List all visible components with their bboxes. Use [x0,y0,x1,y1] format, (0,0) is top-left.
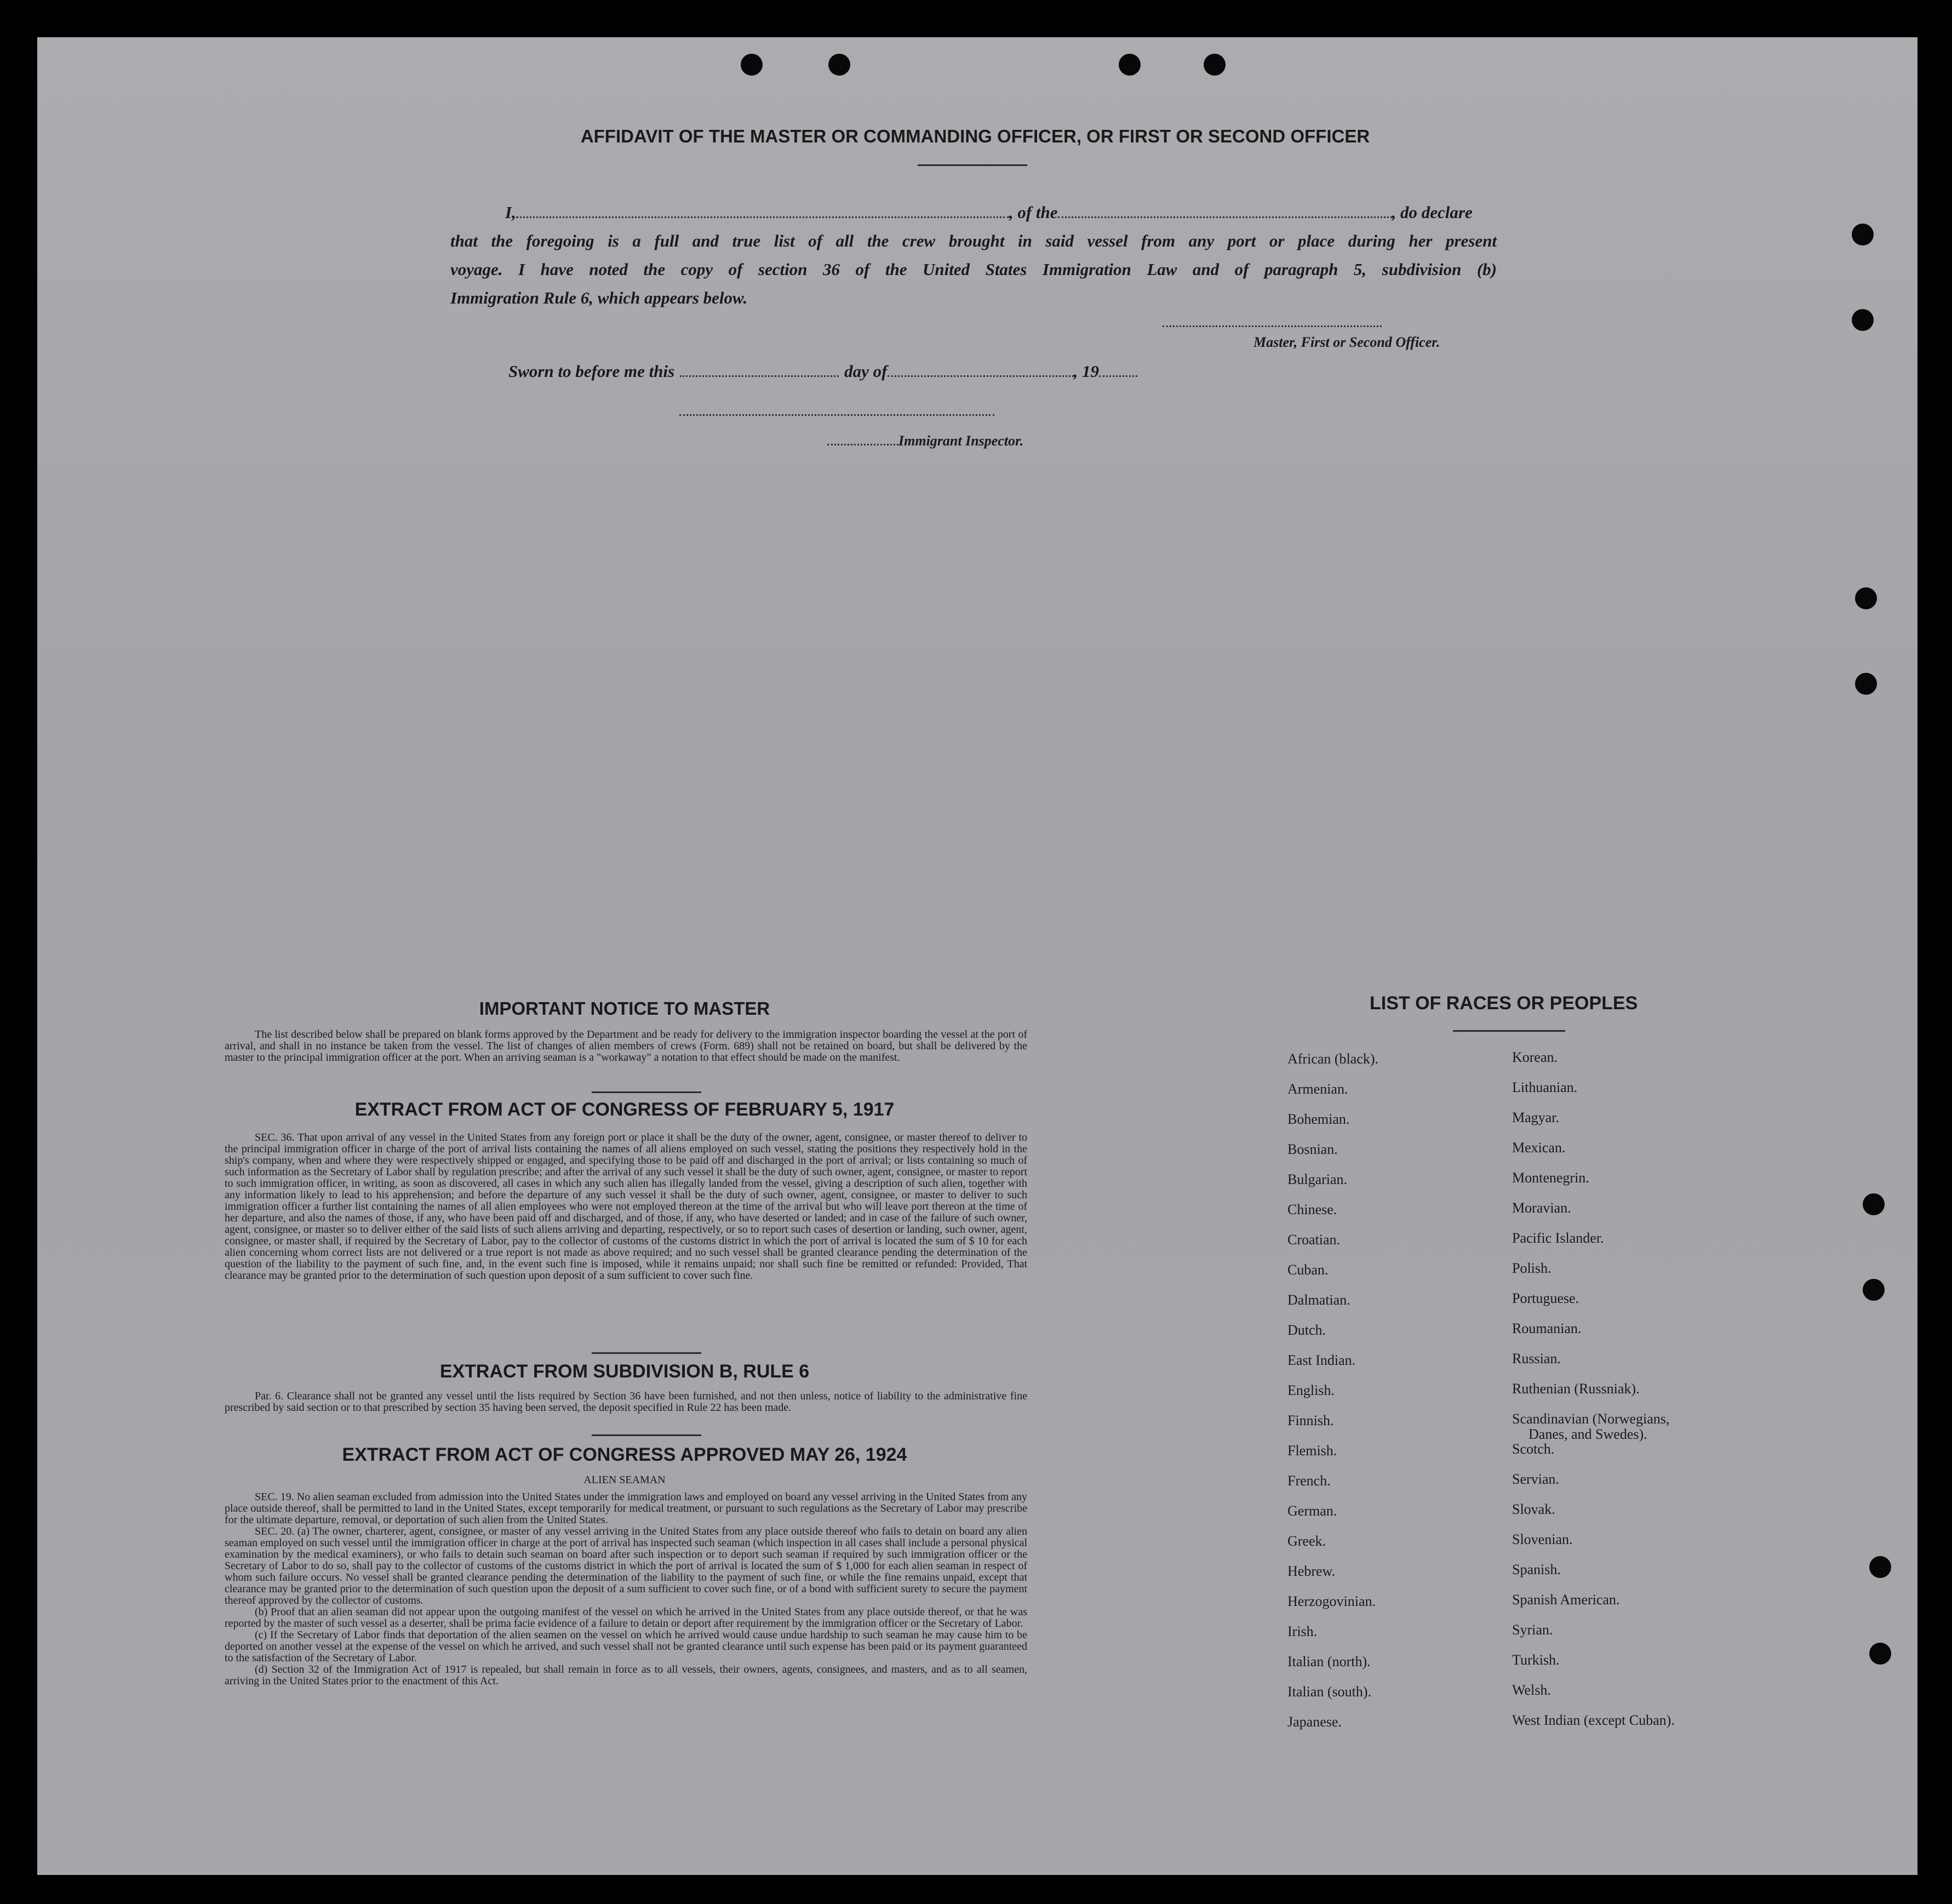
race-item: Cuban. [1287,1262,1329,1278]
race-item: Scotch. [1512,1441,1555,1457]
race-item: Slovenian. [1512,1531,1573,1547]
declaration-line-4: Immigration Rule 6, which appears below. [450,288,748,307]
inspector-signature-row [827,430,1023,449]
race-item: French. [1287,1473,1331,1489]
punch-hole [1869,1643,1891,1665]
race-item: Dalmatian. [1287,1292,1350,1308]
race-item: Armenian. [1287,1081,1348,1097]
races-divider [1453,1030,1565,1032]
master-signature-label: Master, First or Second Officer. [1253,334,1440,350]
inspector-name-blank[interactable] [827,430,898,445]
declaration-line-1 [450,198,1497,227]
punch-hole [1204,54,1226,76]
race-item: Italian (south). [1287,1684,1372,1700]
race-item: Spanish American. [1512,1592,1620,1608]
day-blank[interactable] [680,358,839,377]
vessel-blank[interactable] [1058,199,1392,218]
punch-hole [1855,673,1877,695]
extract-1917-divider [592,1352,701,1354]
race-item-continued: Danes, and Swedes). [1529,1426,1647,1442]
punch-hole [1863,1193,1885,1215]
sworn-text: Sworn to before me this [508,362,675,381]
punch-hole [1852,224,1874,245]
race-item: Welsh. [1512,1682,1551,1698]
master-signature-line[interactable] [1163,317,1382,327]
extract-1924-subtitle: ALIEN SEAMAN [583,1474,666,1486]
race-item: Montenegrin. [1512,1170,1589,1186]
race-item: Herzogovinian. [1287,1593,1376,1609]
race-item: Scandinavian (Norwegians, [1512,1411,1670,1427]
race-item: Portuguese. [1512,1290,1579,1306]
extract-1917-body: SEC. 36. That upon arrival of any vessel in the United States from any foreign port or place it shall be the duty of the owner, agent, consignee, or master thereof to deliver to the principal immigration officer in charge of the port of arrival lists containing the names of all aliens employed on such vessel, stating the positions they respectively hold in the ship's company, when and where they were respectively shipped or engaged, and specifying those to be paid off and discharged in the port of arrival; or lists containing so much of such information as the Secretary of Labor shall by regulation prescribe; and after the arrival of any such vessel it shall be the duty of such owner, agent, consignee, or master to report to such immigration officer, in writing, as soon as discovered, all cases in which any such alien has illegally landed from the vessel, giving a description of such alien, together with any information likely to lead to his apprehension; and before the departure of any such vessel it shall be the duty of such owner, agent, consignee, or master to deliver to such immigration officer a further list containing the names of all alien employees who were not employed thereon at the time of the arrival but who will leave port thereon at the time of her departure, and also the names of those, if any, who have been paid off and discharged, and of those, if any, who have deserted or landed; and in case of the failure of such owner, agent, consignee, or master so to deliver either of the said lists of such aliens arriving and departing, respectively, or so to report such cases of desertion or landing, such owner, agent, consignee, or master shall, if required by the Secretary of Labor, pay to the collector of customs of the customs district in which the port of arrival is located the sum of $ 10 for each alien concerning whom correct lists are not delivered or a true report is not made as above required; and no such vessel shall be granted clearance pending the determination of the question of the liability to the payment of such fine, and, in the event such fine is imposed, while it remains unpaid; nor shall such fine be remitted or refunded: Provided, That clearance may be granted prior to the determination of such question upon deposit of a sum sufficient to cover such fine. [225,1131,1027,1282]
inspector-signature-label: Immigrant Inspector. [898,433,1024,449]
punch-hole [1855,587,1877,609]
race-item: Syrian. [1512,1622,1553,1638]
race-item: Servian. [1512,1471,1559,1487]
sworn-line [508,358,1137,381]
race-item: Finnish. [1287,1413,1334,1428]
race-item: Hebrew. [1287,1563,1336,1579]
race-item: Dutch. [1287,1322,1326,1338]
sec-20-a: SEC. 20. (a) The owner, charterer, agent, consignee, or master of any vessel arriving in the United States from any place outside thereof who fails to detain on board any alien seaman employed on such vessel until the immigration officer in charge at the port of arrival has inspected such seaman (which inspection in all cases shall include a personal physical examination by the medical examiners), or who fails to detain such seaman on board after such inspection or to deport such seaman if required by such immigration officer or the Secretary of Labor to do so, shall pay to the collector of customs of the customs district in which the port of arrival is located the sum of $ 1,000 for each alien seaman in respect of whom such failure occurs. No vessel shall be granted clearance pending the determination of the liability to the payment of such fine, or while the fine remains unpaid, except that clearance may be granted prior to the determination of such question upon the deposit of a sum sufficient to cover such fine, or of a bond with sufficient surety to secure the payment thereof approved by the collector of customs. [225,1525,1027,1606]
extract-1924-title: EXTRACT FROM ACT OF CONGRESS APPROVED MAY 26, 1924 [342,1444,907,1465]
race-item: Irish. [1287,1623,1318,1639]
race-item: Mexican. [1512,1140,1566,1156]
punch-hole [1119,54,1141,76]
race-item: East Indian. [1287,1352,1356,1368]
notice-body: The list described below shall be prepared on blank forms approved by the Department and be ready for delivery to the immigration inspector boarding the vessel at the port of arrival, and shall in no instance be taken from the vessel. The list of changes of alien members of crews (Form. 689) shall not be retained on board, but shall be delivered by the master to the principal immigration officer at the port. When an arriving seaman is a "workaway" a notation to that effect should be made on the manifest. [225,1028,1027,1064]
sec-20-c: (c) If the Secretary of Labor finds that deportation of the alien seamen on the vessel on which he arrived would cause undue hardship to such seaman he may cause him to be deported on another vessel at the expense of the vessel on which he arrived, and such vessel shall not be granted clearance until such expense has been paid or its payment guaranteed to the satisfaction of the Secretary of Labor. [225,1629,1027,1664]
inspector-signature-line[interactable] [679,405,994,416]
title-divider [918,164,1027,166]
name-blank[interactable] [516,199,1009,218]
year-blank[interactable] [1099,358,1137,377]
race-item: Japanese. [1287,1714,1342,1730]
punch-hole [1852,309,1874,331]
race-item: Spanish. [1512,1562,1561,1577]
extract-1924-body [225,1491,1027,1687]
declaration-i: I, [505,203,516,222]
declaration-of-the: , of the [1009,203,1058,222]
race-item: Bosnian. [1287,1141,1338,1157]
race-item: German. [1287,1503,1337,1519]
race-item: Slovak. [1512,1501,1555,1517]
day-of-text: day of [844,362,888,381]
extract-1917-title: EXTRACT FROM ACT OF CONGRESS OF FEBRUARY 5, 1917 [354,1099,895,1120]
rule6-title: EXTRACT FROM SUBDIVISION B, RULE 6 [439,1361,810,1382]
race-item: Russian. [1512,1351,1561,1366]
sec-20-b: (b) Proof that an alien seaman did not appear upon the outgoing manifest of the vessel on which he arrived in the United States from any place outside thereof, or that he was reported by the master of such vessel as a deserter, shall be prima facie evidence of a failure to detain or deport after requirement by the immigration officer or the Secretary of Labor. [225,1606,1027,1629]
race-item: Greek. [1287,1533,1326,1549]
affidavit-declaration [450,198,1497,312]
notice-divider [592,1091,701,1093]
race-item: Roumanian. [1512,1320,1582,1336]
race-item: English. [1287,1382,1335,1398]
affidavit-title: AFFIDAVIT OF THE MASTER OR COMMANDING OFFICER, OR FIRST OR SECOND OFFICER [580,126,1370,146]
declaration-do-declare: , do declare [1392,203,1473,222]
race-item: Lithuanian. [1512,1079,1578,1095]
punch-hole [828,54,850,76]
race-item: Moravian. [1512,1200,1571,1216]
races-title: LIST OF RACES OR PEOPLES [1370,993,1638,1014]
rule6-body: Par. 6. Clearance shall not be granted any vessel until the lists required by Section 36 have been furnished, and not then unless, notice of liability to the administrative fine prescribed by said section or to that prescribed by section 35 having been served, the deposit specified in Rule 22 has been made. [225,1390,1027,1414]
punch-hole [1869,1556,1891,1578]
sec-20-d: (d) Section 32 of the Immigration Act of 1917 is repealed, but shall remain in force as to all vessels, their owners, agents, consignees, and masters, and as to all seamen, arriving in the United States prior to the enactment of this Act. [225,1663,1027,1687]
race-item: Bohemian. [1287,1111,1350,1127]
notice-title: IMPORTANT NOTICE TO MASTER [479,998,770,1019]
race-item: Chinese. [1287,1202,1337,1217]
race-item: African (black). [1287,1051,1379,1067]
race-item: Pacific Islander. [1512,1230,1604,1246]
race-item: Ruthenian (Russniak). [1512,1381,1640,1397]
race-item: Polish. [1512,1260,1552,1276]
punch-hole [741,54,763,76]
declaration-line-2: that the foregoing is a full and true list of all the crew brought in said vessel from any port or place during her present [450,231,1497,250]
race-item: Bulgarian. [1287,1171,1348,1187]
sec-19: SEC. 19. No alien seaman excluded from admission into the United States under the immigration laws and employed on board any vessel arriving in the United States from any place outside thereof, shall be permitted to land in the United States, except temporarily for medical treatment, or pursuant to such regulations as the Secretary of Labor may prescribe for the ultimate departure, removal, or deportation of such alien from the United States. [225,1491,1027,1526]
race-item: Turkish. [1512,1652,1560,1668]
race-item: Magyar. [1512,1110,1559,1125]
month-blank[interactable] [888,358,1074,377]
race-item: West Indian (except Cuban). [1512,1712,1675,1728]
year-prefix: , 19 [1073,362,1099,381]
race-item: Flemish. [1287,1443,1337,1459]
race-item: Italian (north). [1287,1654,1371,1669]
rule6-divider [592,1434,701,1436]
race-item: Korean. [1512,1049,1558,1065]
punch-hole [1863,1279,1885,1301]
declaration-line-3: voyage. I have noted the copy of section 36 of the United States Immigration Law and of paragraph 5, subdivision (b) [450,260,1497,279]
race-item: Croatian. [1287,1232,1341,1248]
